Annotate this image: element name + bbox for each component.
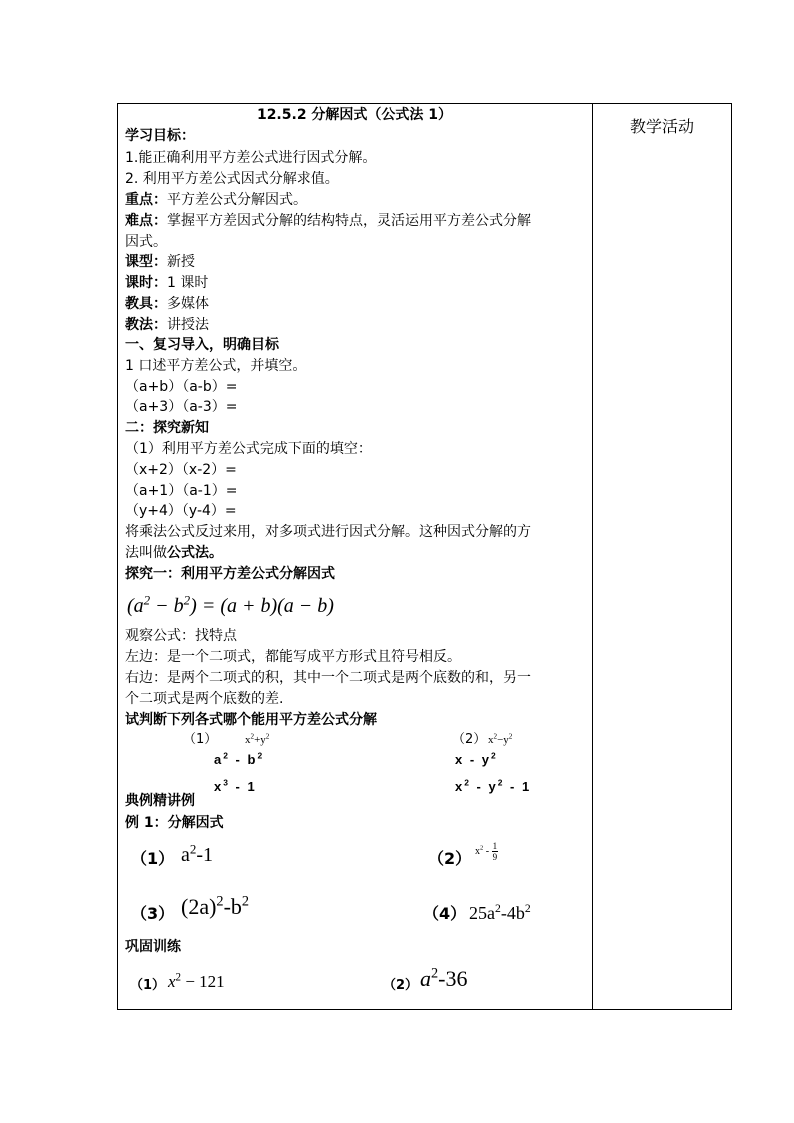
goals-heading: 学习目标： <box>125 128 195 144</box>
section1-line-3: （a+3）（a-3）= <box>125 399 238 415</box>
example-expression-3: $(2a)^2-b^2$ <box>181 893 250 919</box>
formula-method-term: 公式法。 <box>167 545 223 561</box>
example-number-3: （3） <box>131 904 175 923</box>
hours-text: 1 课时 <box>167 275 209 291</box>
example-expression-1: $a^2-1$ <box>181 841 214 866</box>
tools-text: 多媒体 <box>167 296 209 312</box>
practice-number-1: （1） <box>130 978 166 993</box>
judge-number-1: （1） <box>183 732 218 747</box>
section1-line-1: 1 口述平方差公式，并填空。 <box>125 358 307 374</box>
examples-heading: 典例精讲例 <box>125 793 195 809</box>
example-1-heading: 例 1：分解因式 <box>125 815 224 831</box>
judge-number-2: （2） <box>452 732 487 747</box>
judge-expression-4: x - $y^2$ <box>455 750 498 767</box>
example-number-2: （2） <box>428 849 472 868</box>
observe-line: 观察公式：找特点 <box>125 628 237 644</box>
practice-expression-2: $a^2-36$ <box>420 965 468 991</box>
right-side-description-continued: 个二项式是两个底数的差. <box>125 691 284 707</box>
judge-expression-6: $x^2 - y^2 - 1$ <box>455 777 532 794</box>
teaching-method <box>125 315 209 335</box>
judge-heading: 试判断下列各式哪个能用平方差公式分解 <box>125 712 377 728</box>
tools-label: 教具： <box>125 296 167 312</box>
practice-number-2: （2） <box>383 978 419 993</box>
explore1-heading: 探究一：利用平方差公式分解因式 <box>125 566 335 582</box>
lesson-type-label: 课型： <box>125 254 167 270</box>
page-title: 12.5.2 分解因式（公式法 1） <box>256 107 453 123</box>
judge-expression-2: $x^2-y^2$ <box>488 732 513 746</box>
section1-line-2: （a+b）（a-b）= <box>125 379 238 395</box>
practice-heading: 巩固训练 <box>125 939 181 955</box>
column-divider <box>592 103 593 1010</box>
teaching-tools <box>125 294 209 314</box>
section1-heading: 一、复习导入，明确目标 <box>125 337 279 353</box>
method-text: 讲授法 <box>167 317 209 333</box>
goal-item-2: 2. 利用平方差公式因式分解求值。 <box>125 171 339 187</box>
difficulty <box>125 211 531 231</box>
section2-line-1: （1）利用平方差公式完成下面的填空： <box>125 441 372 457</box>
lesson-type <box>125 252 195 272</box>
practice-expression-1: $x^2 - 121$ <box>168 971 225 991</box>
section2-heading: 二：探究新知 <box>125 420 209 436</box>
example-number-1: （1） <box>131 849 175 868</box>
goal-item-1: 1.能正确利用平方差公式进行因式分解。 <box>125 150 377 166</box>
judge-expression-1: $x^2+y^2$ <box>245 732 270 746</box>
section2-line-6 <box>125 543 223 563</box>
left-side-description: 左边：是一个二项式，都能写成平方形式且符号相反。 <box>125 649 461 665</box>
lesson-hours <box>125 273 208 293</box>
lesson-type-text: 新授 <box>167 254 195 270</box>
difficulty-text: 掌握平方差因式分解的结构特点，灵活运用平方差公式分解 <box>167 213 531 229</box>
method-label: 教法： <box>125 317 167 333</box>
difference-of-squares-formula: $(a^2 - b^2) = (a + b)(a - b)$ <box>127 592 334 617</box>
judge-expression-3: $a^2 - b^2$ <box>214 750 265 767</box>
example-expression-2: $x^2$ - $\frac{1}{9}$ <box>475 841 498 863</box>
difficulty-continued: 因式。 <box>125 234 167 250</box>
section2-line-6-text: 法叫做 <box>125 545 167 561</box>
hours-label: 课时： <box>125 275 167 291</box>
section2-line-5: 将乘法公式反过来用，对多项式进行因式分解。这种因式分解的方 <box>125 524 531 540</box>
teaching-activity-label: 教学活动 <box>629 117 694 136</box>
section2-line-4: （y+4）（y-4）= <box>125 503 237 519</box>
section2-line-3: （a+1）（a-1）= <box>125 483 238 499</box>
section2-line-2: （x+2）（x-2）= <box>125 462 237 478</box>
judge-expression-5: $x^3 - 1$ <box>214 777 257 794</box>
right-side-description: 右边：是两个二项式的积，其中一个二项式是两个底数的和，另一 <box>125 670 531 686</box>
key-point-text: 平方差公式分解因式。 <box>167 192 307 208</box>
difficulty-label: 难点： <box>125 213 167 229</box>
example-expression-4: $25a^2-4b^2$ <box>469 902 531 923</box>
key-point <box>125 190 307 210</box>
key-point-label: 重点： <box>125 192 167 208</box>
example-number-4: （4） <box>423 904 467 923</box>
